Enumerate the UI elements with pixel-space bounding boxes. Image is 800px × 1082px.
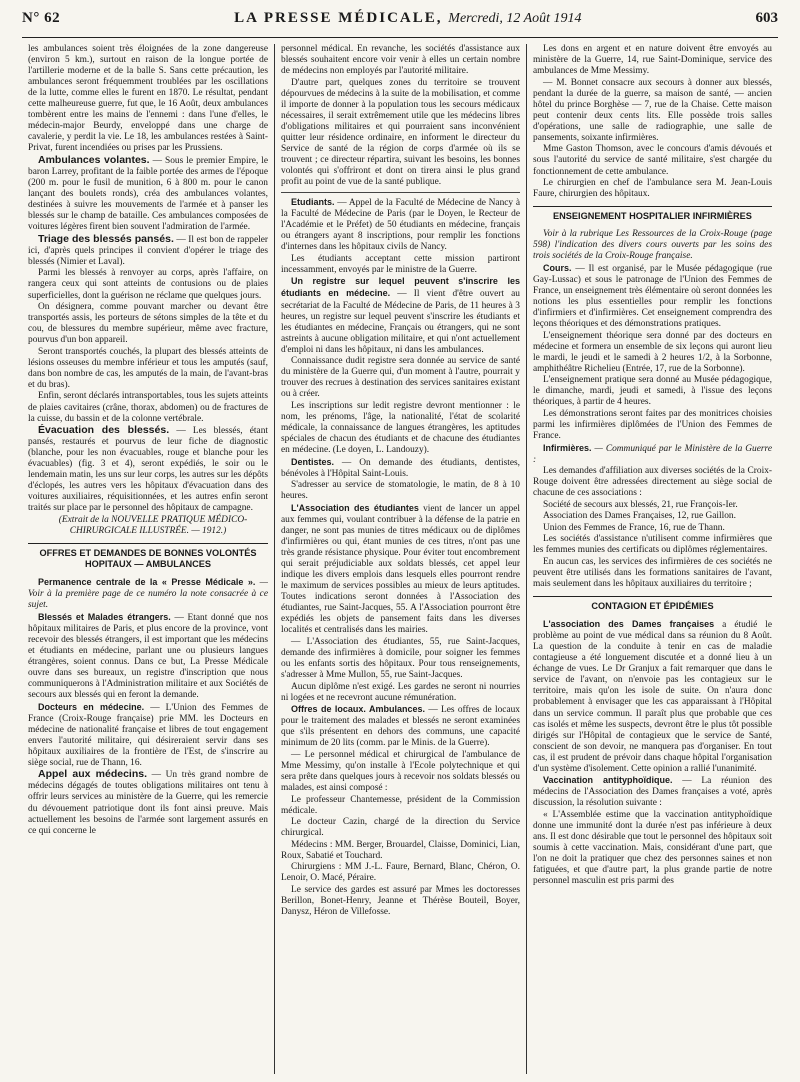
subhead: Dentistes.: [291, 456, 335, 467]
paragraph-text: — Les blessés, étant pansés, restaurés et pourvus de leur fiche de diagnostic (blanche, pour les non évacuables, rouge et blanche pour les évacuables) (fig. 3 et 4), seront expédiés, le soir ou le lendemain matin, les uns sur leur corps, les autres sur les dépôts d'éclopés, les autres vers les hôpitaux d'évacuation dans des voitures auxiliaires, réquisitionnées, et les autres enfin seront traités sur place par le personnel des hôpitaux de campagne.: [28, 426, 268, 514]
paragraph: — L'Association des étudiantes, 55, rue Saint-Jacques, demande des infirmières à domicile, pour soigner les femmes ou les enfants sortis des hôpitaux. Pour tous renseignements, s'adresser à Mme Mullon, 55, rue Saint-Jacques.: [281, 636, 520, 681]
paragraph-text: — Etant donné que nos hôpitaux militaires de Paris, et plus encore de la province, vont recevoir des blessés étrangers, il est important que les médecins et étudiants en médecine, parlant une ou plusieurs langues étrangères, soient connus. Dans ce but, La Presse Médicale ouvre dans ses bureaux, un registre d'inscription que nous communiquerons à l'Administration militaire et aux Sociétés de secours aux blessés qui en feront la demande.: [28, 612, 268, 701]
paragraph: Le docteur Cazin, chargé de la direction du Service chirurgical.: [281, 817, 520, 839]
subhead: Offres de locaux. Ambulances.: [291, 704, 426, 715]
paragraph: [28, 155, 268, 233]
paragraph-text: — Il est bon de rappeler ici, d'après quels principes il convient d'opérer le triage des blessés (Nimier et Laval).: [28, 234, 268, 267]
paragraph: [533, 775, 772, 809]
paragraph: Chirurgiens : MM J.-L. Faure, Bernard, Blanc, Chéron, O. Lenoir, O. Macé, Péraire.: [281, 862, 520, 884]
paragraph: « L'Assemblée estime que la vaccination antityphoïdique donne une immunité dont la durée n'est pas inférieure à deux ans. Il est donc désirable que tout le personnel des hôpitaux soit soumis à cette vaccination. Mais, considérant d'une part, que l'on ne doit la pratiquer que chez des personnes saines et non fatiguées, et que d'autre part, la plus grande partie de notre personnel masculin est pris parmi des: [533, 809, 773, 887]
subhead: Vaccination antityphoïdique.: [543, 775, 673, 786]
column-2: [274, 44, 526, 1074]
subhead: Cours.: [543, 262, 572, 273]
paragraph: [533, 263, 772, 330]
paragraph-text: — On demande des étudiants, dentistes, bénévoles à l'Hôpital Saint-Louis.: [281, 457, 520, 479]
subhead: Etudiants.: [291, 197, 335, 208]
paragraph: L'enseignement pratique sera donné au Musée pédagogique, le dimanche, mardi, jeudi et samedi, à l'issue des leçons théoriques, à partir de 4 heures.: [533, 375, 772, 408]
paragraph: Les sociétés d'assistance n'utilisent comme infirmières que les femmes munies des certificats ou diplômes réglementaires.: [533, 534, 772, 556]
paragraph-text: — Les offres de locaux pour le traitement des malades et blessés ne seront examinées que s'ils présentent en dehors des communs, une capacité minimum de 20 lits (comm. par le Minis. de la Guerre).: [281, 705, 520, 749]
section-heading: CONTAGION ET ÉPIDÉMIES: [533, 596, 772, 615]
paragraph: Les démonstrations seront faites par des monitrices choisies parmi les infirmières diplômées de l'Union des Femmes de France.: [533, 408, 772, 441]
subhead: L'association des Dames françaises: [543, 619, 715, 630]
subhead: Infirmières.: [543, 442, 592, 453]
column-1: [22, 44, 274, 1074]
paragraph: les ambulances soient très éloignées de la zone dangereuse (environ 5 km.), surtout en raison de la longue portée de l'artillerie moderne et de la balle S. Sans cette précaution, les ambulances seront fréquemment troublées par les oscillations de la lutte, comme elles le furent en 1870. Le résultat, pendant cette malheureuse guerre, fut que, le 16 Août, deux ambulances tombèrent entre les mains de l'ennemi : dans l'une d'elles, le médecin-major Beurdy, enveloppé dans une charge de cavalerie, y perdit la vie. Le 18, les ambulances restées à Saint-Privat, furent incendiées ou prises par les Prussiens.: [28, 44, 268, 154]
masthead: [234, 10, 581, 27]
subhead: Un registre sur lequel peuvent s'inscrire les étudiants en médecine.: [281, 276, 520, 299]
paragraph: [28, 425, 268, 514]
page-header: [22, 10, 778, 38]
subhead: L'Association des étudiantes: [291, 502, 419, 513]
subhead: Évacuation des blessés.: [38, 424, 170, 437]
paragraph: Société de secours aux blessés, 21, rue François-Ier.: [543, 499, 738, 510]
paragraph-text: — Il est organisé, par le Musée pédagogique (rue Gay-Lussac) et sous le patronage de l'Union des Femmes de France, un enseignement très élémentaire où seront données les notions les plus essentielles pour remplir les fonctions d'infirmiers et d'infirmières. Cet enseignement comprendra des leçons théoriques et des démonstrations pratiques.: [533, 263, 772, 330]
paragraph: Seront transportés couchés, la plupart des blessés atteints de lésions osseuses du membre inférieur et tous les amputés (sauf, dans bon nombre de cas, les amputés de la main, de l'avant-bras et du bras).: [28, 346, 268, 390]
citation: (Extrait de la NOUVELLE PRATIQUE MÉDICO-CHIRURGICALE ILLUSTRÉE. — 1912.): [58, 514, 248, 537]
paragraph: Le service des gardes est assuré par Mmes les doctoresses Berillon, Bonet-Henry, Jeanne et Thérèse Bouteil, Boyer, Danysz, Héron de Villefosse.: [281, 884, 520, 918]
paragraph-text: — Voir à la première page de ce numéro la note consacrée à ce sujet.: [28, 578, 268, 611]
column-3: [526, 44, 778, 1074]
paragraph: [281, 197, 520, 253]
paragraph: Parmi les blessés à renvoyer au corps, après l'affaire, on rangera ceux qui sont atteints de contusions ou de plaies superficielles, dont la guérison ne réclame que quelques jours.: [28, 268, 268, 301]
paragraph-text: — Appel de la Faculté de Médecine de Nancy à la Faculté de Médecine de Paris (par le Doyen, le Recteur de l'Académie et le Préfet) de 50 étudiants en médecine, français ou étrangers ayant 8 inscriptions, pour remplir les fonctions d'internes dans les hôpitaux civils de Nancy.: [281, 198, 520, 253]
paragraph: Le professeur Chantemesse, président de la Commission médicale.: [281, 794, 520, 816]
paragraph: Association des Dames Françaises, 12, rue Gaillon.: [543, 511, 736, 522]
paragraph: On désignera, comme pouvant marcher ou devant être transportés assis, les porteurs de sétons simples de la tête et du cou, de blessures du membre supérieur, même avec fracture, pourvus d'un bon appareil.: [28, 302, 268, 346]
paragraph-text: a étudié le problème au point de vue médical dans sa réunion du 8 Août. La question de la conduite à tenir en cas de maladie contagieuse a été longuement discutée et a donné lieu à un échange de vues. Le Dr Granjux a fait remarquer que dans le service de l'avant, on n'envoie pas les contagieux sur le territoire, mais qu'on les isole de suite. On n'aura donc probablement à envisager que les cas apparaissant à l'Hôpital dans un service commun. Il paraît plus que probable que ces cas isolés et même les suspects, devront être le plus tôt possible dirigés sur l'Hôpital de contagieux que le service de Santé, conscient de son devoir, ne manquera pas d'organiser. En tout cas, il est prudent de prévoir dans chaque hôpital l'organisation d'un système d'isolement. Cette opinion a rallié l'unanimité.: [533, 620, 772, 774]
paragraph-text: — La réunion des médecins de l'Association des Dames françaises a voté, après discussion, la résolution suivante :: [533, 776, 773, 809]
paragraph: [533, 619, 772, 775]
paragraph: Aucun diplôme n'est exigé. Les gardes ne seront ni nourries ni logées et ne recevront aucune rémunération.: [281, 681, 520, 703]
paragraph: [28, 769, 268, 836]
paragraph-text: — L'Union des Femmes de France (Croix-Rouge française) prie MM. les Docteurs en médecine de nationalité française et libres de tout engagement envers l'autorité militaire, qui désireraient servir dans ses hôpitaux auxiliaires de la frontière de l'Est, de s'inscrire au siège social, rue de Thann, 16.: [28, 702, 268, 768]
page-number: 603: [755, 10, 778, 26]
paragraph: [533, 229, 772, 262]
paragraph: [28, 577, 268, 611]
paragraph: Enfin, seront déclarés intransportables, tous les sujets atteints de plaies cavitaires (crâne, thorax, abdomen) ou de fractures de la cuisse, du bassin et de la colonne vertébrale.: [28, 391, 268, 424]
paragraph: — M. Bonnet consacre aux secours à donner aux blessés, pendant la durée de la guerre, sa maison de santé, — ancien hôtel du prince Borghèse — 7, rue de la Chaise. Cette maison peut contenir deux cents lits. Elle possède trois salles d'opérations, une salle de radiographie, une salle de pansements, soixante infirmières.: [533, 77, 772, 143]
paragraph: Les demandes d'affiliation aux diverses sociétés de la Croix-Rouge doivent être adressées directement au siège social de chacune de ces associations :: [533, 466, 772, 499]
paragraph: [533, 443, 772, 466]
subhead: Permanence centrale de la « Presse Médicale ».: [38, 577, 256, 588]
paragraph-text: — Il vient d'être ouvert au secrétariat de la Faculté de Médecine de Paris, de 11 heures à 3 heures, un registre sur lequel peuvent s'inscrire les étudiants et les étudiantes en médecine, Français ou étrangers, qui ne sont astreints à aucune obligation militaire, et qui n'ont actuellement d'emploi ni dans les hôpitaux, ni dans les ambulances.: [281, 289, 520, 355]
subhead: Docteurs en médecine.: [38, 701, 145, 712]
paragraph: Mme Gaston Thomson, avec le concours d'amis dévoués et sous l'autorité du service de santé militaire, s'est chargée du fonctionnement de cette ambulance.: [533, 144, 772, 177]
subhead: Blessés et Malades étrangers.: [38, 611, 171, 622]
paragraph: Médecins : MM. Berger, Brouardel, Claisse, Dominici, Lian, Roux, Sabatié et Touchard.: [281, 839, 520, 861]
paragraph: Connaissance dudit registre sera donnée au service de santé du ministère de la Guerre qui, d'un moment à l'autre, pourrait y trouver des recrues à destination des services sanitaires existant ou à créer.: [281, 356, 520, 400]
paragraph: D'autre part, quelques zones du territoire se trouvent dépourvues de médecins à la suite de la mobilisation, et comme il importe de donner à la population tous les secours médicaux nécessaires, il serait extrêmement utile que les médecins libres d'obligations militaires et qui pourraient sans inconvénient quitter leur résidence ordinaire, en informent le directeur du Service de santé de la région de corps d'armée où ils se trouvent ; ce directeur répartira, suivant les besoins, les bonnes volontés qui s'offriront et dont on tirera ainsi le plus grand profit au point de vue de la santé publique.: [281, 77, 520, 188]
paragraph-text: — Un très grand nombre de médecins dégagés de toutes obligations militaires ont tenu à offrir leurs services au ministère de la Guerre, qui les remercie du dévouement patriotique dont ils font ainsi preuve. Mais actuellement les besoins de l'armée sont largement assurés en ce qui concerne le: [28, 770, 269, 836]
paragraph: En aucun cas, les services des infirmières de ces sociétés ne peuvent être utilisés dans les formations sanitaires de l'avant, mais seulement dans les hôpitaux auxiliaires du territoire ;: [533, 557, 772, 590]
paragraph-text: — Communiqué par le Ministère de la Guerre :: [533, 443, 772, 465]
paragraph-text: vient de lancer un appel aux femmes qui, voulant contribuer à la défense de la patrie en danger, ne sont pas munies de titres médicaux ou de diplômes d'infirmières ou qui, étant munies de ces titres, n'ont pas une très grande résistance physique. Pour éviter tout encombrement qui serait préjudiciable aux soldats blessés, cet appel leur indique les divers emplois dans lesquels elles pourront rendre le maximum de services possibles au mieux de leurs aptitudes. Toutes indications seront données à l'Association des étudiantes, rue Saint-Jacques, 55. A l'Association pourront être expédiés les objets de pansement faits dans les diverses localités et centralisés dans les mairies.: [281, 503, 521, 636]
paragraph: personnel médical. En revanche, les sociétés d'assistance aux blessés souhaitent encore voir venir à elles un certain nombre de médecins non employés par l'autorité militaire.: [281, 44, 520, 77]
paragraph-text: Voir à la rubrique Les Ressources de la Croix-Rouge (page 598) l'indication des divers cours ouverts par les soins des trois sociétés de la Croix-Rouge française.: [533, 229, 772, 262]
paragraph: Les dons en argent et en nature doivent être envoyés au ministère de la Guerre, 14, rue Saint-Dominique, service des ambulances de Mme Messimy.: [533, 44, 772, 77]
subhead: Appel aux médecins.: [38, 768, 148, 781]
paragraph: L'enseignement théorique sera donné par des docteurs en médecine et formera un ensemble de six leçons qui auront lieu le mardi, le jeudi et le samedi à 2 heures 1/2, à la Sorbonne, amphithéâtre Richelieu (Entrée, 17, rue de la Sorbonne).: [533, 330, 772, 374]
paragraph: Union des Femmes de France, 16, rue de Thann.: [543, 522, 725, 533]
section-heading: OFFRES ET DEMANDES DE BONNES VOLONTÉS HOPITAUX — AMBULANCES: [28, 543, 268, 573]
paragraph: [281, 503, 520, 637]
paragraph: Le chirurgien en chef de l'ambulance sera M. Jean-Louis Faure, chirurgien des hôpitaux.: [533, 178, 772, 200]
paragraph: [28, 702, 268, 769]
paragraph: [28, 612, 268, 701]
paragraph: Les inscriptions sur ledit registre devront mentionner : le nom, les prénoms, l'âge, la nationalité, l'état de scolarité médicale, la connaissance de langues étrangères, les aptitudes spéciales de chacun des étudiants et de chacune des étudiantes en médecine. (Le doyen, L. Landouzy).: [281, 400, 520, 456]
paragraph: [281, 276, 520, 355]
subhead: Triage des blessés pansés.: [38, 232, 174, 245]
paragraph-text: — Sous le premier Empire, le baron Larrey, profitant de la faible portée des armes de l'époque (200 m. pour le fusil de munition, 6 à 800 m. pour le canon lançant des boulets ronds), créa des ambulances volantes, destinées à suivre les mouvements de l'armée et à panser les blessés sur le champ de bataille. Ces ambulances composées de voitures légères firent bien souvent l'admiration de l'armée.: [28, 155, 268, 233]
issue-date: Mercredi, 12 Août 1914: [448, 11, 582, 26]
divider: [281, 192, 520, 193]
paragraph: [28, 234, 268, 268]
paragraph: — Le personnel médical et chirurgical de l'ambulance de Mme Messimy, qu'on installe à l'Ecole polytechnique et qui sera prête dans quelques jours à recevoir nos soldats blessés ou malades, est ainsi composé :: [281, 749, 520, 794]
paragraph: Les étudiants acceptant cette mission partiront incessamment, envoyés par le ministre de la Guerre.: [281, 253, 520, 275]
paragraph: S'adresser au service de stomatologie, le matin, de 8 à 10 heures.: [281, 480, 520, 502]
issue-number: N° 62: [22, 10, 61, 26]
subhead: Ambulances volantes.: [38, 153, 150, 166]
columns: [22, 44, 778, 1074]
journal-title: LA PRESSE MÉDICALE,: [234, 10, 443, 26]
section-heading: ENSEIGNEMENT HOSPITALIER INFIRMIÈRES: [533, 206, 772, 225]
paragraph: [281, 457, 520, 480]
paragraph: [281, 704, 520, 749]
